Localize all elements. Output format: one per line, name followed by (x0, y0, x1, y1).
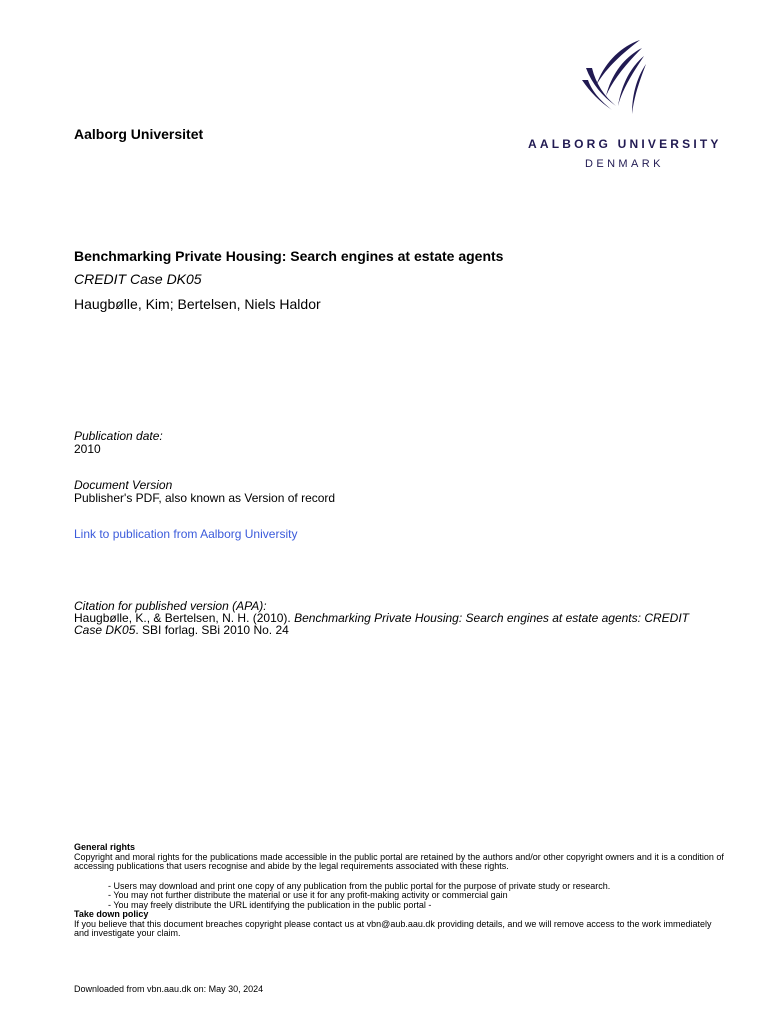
general-rights-text: Copyright and moral rights for the publications made accessible in the public portal are retained by the authors and/or other copyright owners and it is a condition of accessing publications that users recognise and abide by the legal requirements associated with these rights. (74, 851, 724, 871)
document-version-label: Document Version (74, 478, 173, 492)
document-title: Benchmarking Private Housing: Search engines at estate agents (74, 248, 504, 264)
citation-rest: . SBI forlag. SBi 2010 No. 24 (135, 623, 289, 637)
citation-title: Benchmarking Private Housing: Search engines at estate agents: CREDIT Case DK05 (74, 611, 689, 637)
citation-authors-year: Haugbølle, K., & Bertelsen, N. H. (2010). (74, 611, 295, 625)
general-rights-heading: General rights (74, 842, 136, 852)
take-down-text: If you believe that this document breaches copyright please contact us at vbn@aub.aau.dk providing details, and we will remove access to the work immediately and investigate your claim. (74, 918, 712, 938)
aau-wave-logo-icon (582, 40, 650, 116)
rights-bullet: - You may freely distribute the URL identifying the publication in the public portal - (108, 899, 432, 910)
rights-bullets (108, 882, 724, 911)
document-subtitle: CREDIT Case DK05 (74, 271, 202, 287)
aau-logo (528, 40, 728, 175)
document-authors: Haugbølle, Kim; Bertelsen, Niels Haldor (74, 296, 321, 312)
take-down-heading: Take down policy (74, 909, 149, 919)
institution-name: Aalborg Universitet (74, 126, 204, 142)
logo-university-name: AALBORG UNIVERSITY (528, 137, 722, 151)
logo-country: DENMARK (585, 158, 664, 170)
citation-label: Citation for published version (APA): (74, 599, 267, 613)
rights-bullet: - You may not further distribute the material or use it for any profit-making activity or commercial gain (108, 890, 508, 900)
rights-bullet: - Users may download and print one copy of any publication from the public portal for the purpose of private study or research. (108, 880, 611, 891)
downloaded-note: Downloaded from vbn.aau.dk on: May 30, 2024 (74, 984, 264, 994)
rights-section (74, 843, 724, 939)
document-version-value: Publisher's PDF, also known as Version of record (74, 491, 336, 505)
citation-text (74, 612, 714, 636)
publication-date-label: Publication date: (74, 429, 163, 443)
publication-date-value: 2010 (74, 442, 101, 456)
publication-link[interactable]: Link to publication from Aalborg University (74, 527, 298, 541)
